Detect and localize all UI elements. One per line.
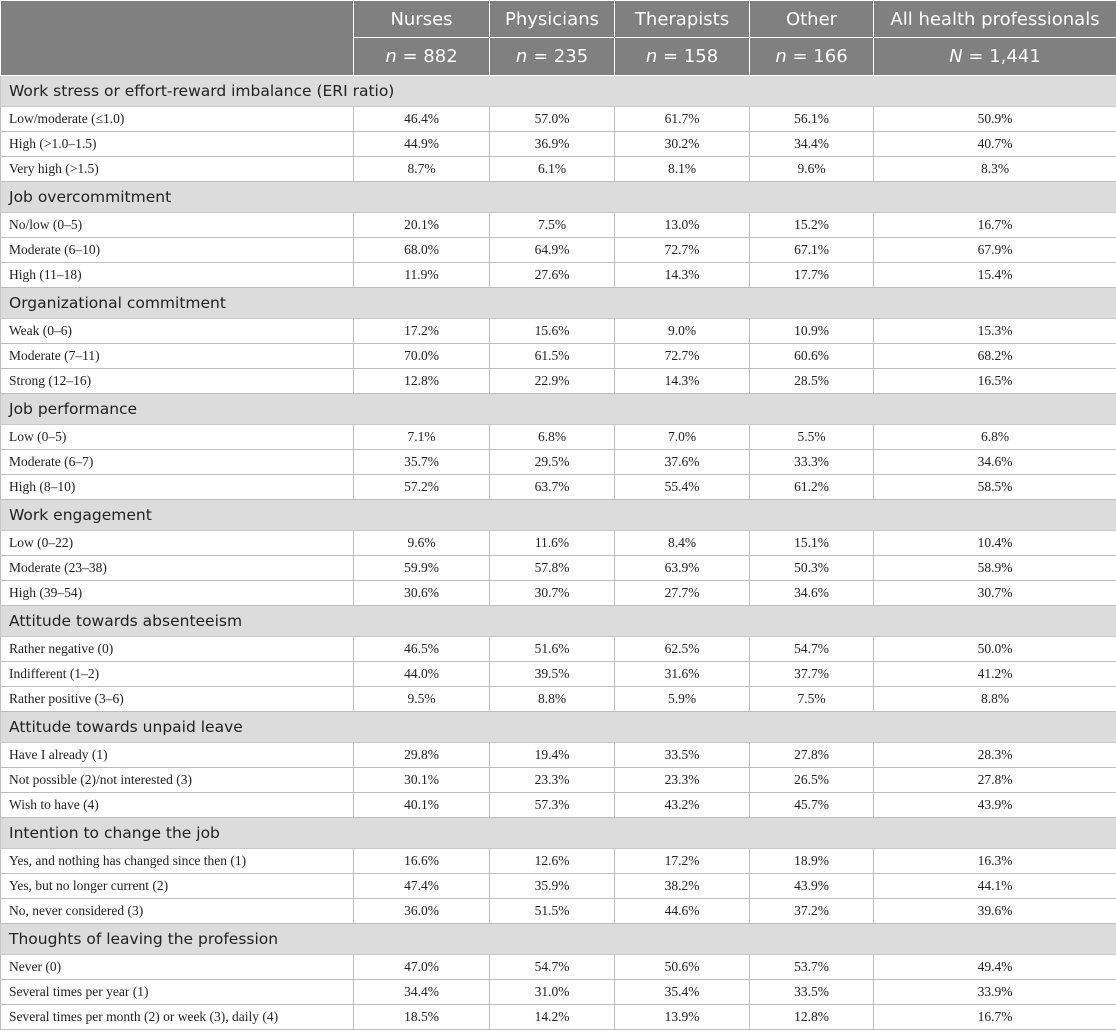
table-cell: 10.4%: [874, 531, 1116, 556]
row-label: Moderate (6–10): [1, 238, 354, 263]
table-cell: 10.9%: [750, 319, 874, 344]
table-cell: 35.9%: [490, 874, 615, 899]
header-names-row: [1, 1, 1116, 38]
row-label: Rather positive (3–6): [1, 687, 354, 712]
table-cell: 57.2%: [354, 475, 490, 500]
table-cell: 5.5%: [750, 425, 874, 450]
table-cell: 16.5%: [874, 369, 1116, 394]
table-cell: 37.7%: [750, 662, 874, 687]
header-nurses: Nurses: [354, 1, 490, 38]
table-cell: 9.6%: [354, 531, 490, 556]
section-header-row: [1, 394, 1116, 425]
section-title: Attitude towards unpaid leave: [1, 712, 1116, 743]
table-cell: 63.7%: [490, 475, 615, 500]
table-cell: 23.3%: [615, 768, 750, 793]
table-cell: 8.8%: [490, 687, 615, 712]
table-cell: 50.0%: [874, 637, 1116, 662]
table-cell: 62.5%: [615, 637, 750, 662]
table-cell: 33.5%: [750, 980, 874, 1005]
table-row: [1, 238, 1116, 263]
table-cell: 63.9%: [615, 556, 750, 581]
table-cell: 7.5%: [750, 687, 874, 712]
table-cell: 31.6%: [615, 662, 750, 687]
table-cell: 56.1%: [750, 107, 874, 132]
table-cell: 15.6%: [490, 319, 615, 344]
table-cell: 68.2%: [874, 344, 1116, 369]
header-n-other: n = 166: [750, 38, 874, 76]
table-cell: 15.3%: [874, 319, 1116, 344]
table-cell: 36.0%: [354, 899, 490, 924]
table-row: [1, 980, 1116, 1005]
table-cell: 61.5%: [490, 344, 615, 369]
table-cell: 12.8%: [750, 1005, 874, 1030]
table-cell: 7.5%: [490, 213, 615, 238]
table-cell: 6.1%: [490, 157, 615, 182]
row-label: Have I already (1): [1, 743, 354, 768]
row-label: Yes, but no longer current (2): [1, 874, 354, 899]
section-header-row: [1, 924, 1116, 955]
table-cell: 9.5%: [354, 687, 490, 712]
table-row: [1, 637, 1116, 662]
table-cell: 9.6%: [750, 157, 874, 182]
table-cell: 22.9%: [490, 369, 615, 394]
table-cell: 18.5%: [354, 1005, 490, 1030]
section-title: Work stress or effort-reward imbalance (ERI ratio): [1, 76, 1116, 107]
table-cell: 37.2%: [750, 899, 874, 924]
table-cell: 44.6%: [615, 899, 750, 924]
row-label: Low/moderate (≤1.0): [1, 107, 354, 132]
table-cell: 9.0%: [615, 319, 750, 344]
table-cell: 34.6%: [750, 581, 874, 606]
table-cell: 58.5%: [874, 475, 1116, 500]
section-title: Job overcommitment: [1, 182, 1116, 213]
row-label: Wish to have (4): [1, 793, 354, 818]
table-cell: 18.9%: [750, 849, 874, 874]
table-cell: 47.0%: [354, 955, 490, 980]
section-title: Job performance: [1, 394, 1116, 425]
table-row: [1, 743, 1116, 768]
table-cell: 17.2%: [615, 849, 750, 874]
table-cell: 28.5%: [750, 369, 874, 394]
row-label: High (8–10): [1, 475, 354, 500]
table-row: [1, 793, 1116, 818]
table-cell: 40.1%: [354, 793, 490, 818]
table-cell: 20.1%: [354, 213, 490, 238]
table-cell: 54.7%: [490, 955, 615, 980]
table-cell: 58.9%: [874, 556, 1116, 581]
table-row: [1, 849, 1116, 874]
row-label: Very high (>1.5): [1, 157, 354, 182]
table-cell: 27.8%: [874, 768, 1116, 793]
row-label: Never (0): [1, 955, 354, 980]
table-cell: 39.5%: [490, 662, 615, 687]
table-cell: 30.2%: [615, 132, 750, 157]
table-cell: 70.0%: [354, 344, 490, 369]
table-cell: 19.4%: [490, 743, 615, 768]
table-row: [1, 1005, 1116, 1030]
section-header-row: [1, 182, 1116, 213]
table-cell: 68.0%: [354, 238, 490, 263]
table-row: [1, 344, 1116, 369]
table-row: [1, 369, 1116, 394]
table-cell: 49.4%: [874, 955, 1116, 980]
table-cell: 33.3%: [750, 450, 874, 475]
table-cell: 40.7%: [874, 132, 1116, 157]
table-cell: 57.0%: [490, 107, 615, 132]
table-row: [1, 768, 1116, 793]
table-row: [1, 425, 1116, 450]
table-cell: 61.2%: [750, 475, 874, 500]
table-cell: 26.5%: [750, 768, 874, 793]
table-cell: 44.9%: [354, 132, 490, 157]
row-label: Weak (0–6): [1, 319, 354, 344]
row-label: No, never considered (3): [1, 899, 354, 924]
table-cell: 11.9%: [354, 263, 490, 288]
table-cell: 16.6%: [354, 849, 490, 874]
table-cell: 34.4%: [354, 980, 490, 1005]
table-cell: 15.4%: [874, 263, 1116, 288]
table-cell: 6.8%: [874, 425, 1116, 450]
table-cell: 30.7%: [874, 581, 1116, 606]
table-cell: 7.0%: [615, 425, 750, 450]
header-all: All health professionals: [874, 1, 1116, 38]
table-cell: 33.5%: [615, 743, 750, 768]
table-cell: 45.7%: [750, 793, 874, 818]
row-label: Rather negative (0): [1, 637, 354, 662]
table-cell: 31.0%: [490, 980, 615, 1005]
table-cell: 50.6%: [615, 955, 750, 980]
table-cell: 16.3%: [874, 849, 1116, 874]
table-cell: 30.7%: [490, 581, 615, 606]
table-cell: 5.9%: [615, 687, 750, 712]
table-header: [1, 1, 1116, 76]
table-row: [1, 874, 1116, 899]
table-cell: 67.1%: [750, 238, 874, 263]
table-row: [1, 132, 1116, 157]
table-cell: 41.2%: [874, 662, 1116, 687]
table-cell: 27.6%: [490, 263, 615, 288]
table-cell: 51.6%: [490, 637, 615, 662]
row-label: High (39–54): [1, 581, 354, 606]
header-physicians: Physicians: [490, 1, 615, 38]
row-label: Moderate (6–7): [1, 450, 354, 475]
table-cell: 29.5%: [490, 450, 615, 475]
row-label: Yes, and nothing has changed since then (1): [1, 849, 354, 874]
table-cell: 8.4%: [615, 531, 750, 556]
table-cell: 61.7%: [615, 107, 750, 132]
table-cell: 8.8%: [874, 687, 1116, 712]
table-cell: 13.0%: [615, 213, 750, 238]
table-cell: 36.9%: [490, 132, 615, 157]
row-label: Moderate (7–11): [1, 344, 354, 369]
table-cell: 8.1%: [615, 157, 750, 182]
table-cell: 37.6%: [615, 450, 750, 475]
section-header-row: [1, 500, 1116, 531]
table-cell: 28.3%: [874, 743, 1116, 768]
row-label: Several times per month (2) or week (3), daily (4): [1, 1005, 354, 1030]
table-row: [1, 581, 1116, 606]
table-cell: 16.7%: [874, 213, 1116, 238]
table-cell: 14.3%: [615, 369, 750, 394]
table-cell: 43.2%: [615, 793, 750, 818]
header-other: Other: [750, 1, 874, 38]
table-cell: 14.3%: [615, 263, 750, 288]
table-cell: 13.9%: [615, 1005, 750, 1030]
table-cell: 47.4%: [354, 874, 490, 899]
table-cell: 17.2%: [354, 319, 490, 344]
table-cell: 43.9%: [874, 793, 1116, 818]
table-cell: 15.2%: [750, 213, 874, 238]
table-cell: 50.3%: [750, 556, 874, 581]
table-cell: 16.7%: [874, 1005, 1116, 1030]
table-cell: 34.6%: [874, 450, 1116, 475]
section-title: Attitude towards absenteeism: [1, 606, 1116, 637]
table-cell: 27.8%: [750, 743, 874, 768]
section-title: Thoughts of leaving the profession: [1, 924, 1116, 955]
table-cell: 46.5%: [354, 637, 490, 662]
table-cell: 8.3%: [874, 157, 1116, 182]
table-row: [1, 531, 1116, 556]
table-cell: 59.9%: [354, 556, 490, 581]
table-cell: 44.1%: [874, 874, 1116, 899]
table-cell: 30.6%: [354, 581, 490, 606]
table-row: [1, 556, 1116, 581]
section-title: Organizational commitment: [1, 288, 1116, 319]
table-row: [1, 213, 1116, 238]
row-label: High (11–18): [1, 263, 354, 288]
table-row: [1, 899, 1116, 924]
table-cell: 12.6%: [490, 849, 615, 874]
row-label: No/low (0–5): [1, 213, 354, 238]
row-label: Low (0–22): [1, 531, 354, 556]
table-cell: 60.6%: [750, 344, 874, 369]
row-label: Moderate (23–38): [1, 556, 354, 581]
section-header-row: [1, 818, 1116, 849]
table-row: [1, 157, 1116, 182]
table-row: [1, 107, 1116, 132]
table-cell: 6.8%: [490, 425, 615, 450]
table-cell: 67.9%: [874, 238, 1116, 263]
table-cell: 33.9%: [874, 980, 1116, 1005]
table-cell: 54.7%: [750, 637, 874, 662]
table-cell: 38.2%: [615, 874, 750, 899]
table-cell: 57.8%: [490, 556, 615, 581]
header-n-physicians: n = 235: [490, 38, 615, 76]
section-header-row: [1, 76, 1116, 107]
row-label: Low (0–5): [1, 425, 354, 450]
row-label: High (>1.0–1.5): [1, 132, 354, 157]
table-cell: 8.7%: [354, 157, 490, 182]
table-cell: 72.7%: [615, 344, 750, 369]
section-header-row: [1, 712, 1116, 743]
table-cell: 53.7%: [750, 955, 874, 980]
table-cell: 17.7%: [750, 263, 874, 288]
table-cell: 7.1%: [354, 425, 490, 450]
table-row: [1, 687, 1116, 712]
row-label: Several times per year (1): [1, 980, 354, 1005]
table-cell: 15.1%: [750, 531, 874, 556]
table-row: [1, 263, 1116, 288]
header-n-nurses: n = 882: [354, 38, 490, 76]
row-label: Strong (12–16): [1, 369, 354, 394]
table-row: [1, 450, 1116, 475]
table-row: [1, 475, 1116, 500]
table-cell: 64.9%: [490, 238, 615, 263]
table-cell: 30.1%: [354, 768, 490, 793]
table-cell: 35.7%: [354, 450, 490, 475]
section-header-row: [1, 288, 1116, 319]
table-cell: 12.8%: [354, 369, 490, 394]
table-cell: 57.3%: [490, 793, 615, 818]
header-therapists: Therapists: [615, 1, 750, 38]
table-cell: 46.4%: [354, 107, 490, 132]
section-title: Intention to change the job: [1, 818, 1116, 849]
table-cell: 34.4%: [750, 132, 874, 157]
table-row: [1, 662, 1116, 687]
table-cell: 44.0%: [354, 662, 490, 687]
table-cell: 35.4%: [615, 980, 750, 1005]
table-row: [1, 319, 1116, 344]
section-title: Work engagement: [1, 500, 1116, 531]
table-cell: 27.7%: [615, 581, 750, 606]
header-corner: [1, 1, 354, 76]
header-n-therapists: n = 158: [615, 38, 750, 76]
table-cell: 50.9%: [874, 107, 1116, 132]
table-row: [1, 955, 1116, 980]
header-n-all: N = 1,441: [874, 38, 1116, 76]
section-header-row: [1, 606, 1116, 637]
row-label: Not possible (2)/not interested (3): [1, 768, 354, 793]
table-cell: 72.7%: [615, 238, 750, 263]
table-cell: 14.2%: [490, 1005, 615, 1030]
table-cell: 23.3%: [490, 768, 615, 793]
table-cell: 51.5%: [490, 899, 615, 924]
row-label: Indifferent (1–2): [1, 662, 354, 687]
table-cell: 11.6%: [490, 531, 615, 556]
table-cell: 55.4%: [615, 475, 750, 500]
table-body: [1, 76, 1116, 1030]
table-cell: 43.9%: [750, 874, 874, 899]
table-cell: 39.6%: [874, 899, 1116, 924]
table-cell: 29.8%: [354, 743, 490, 768]
